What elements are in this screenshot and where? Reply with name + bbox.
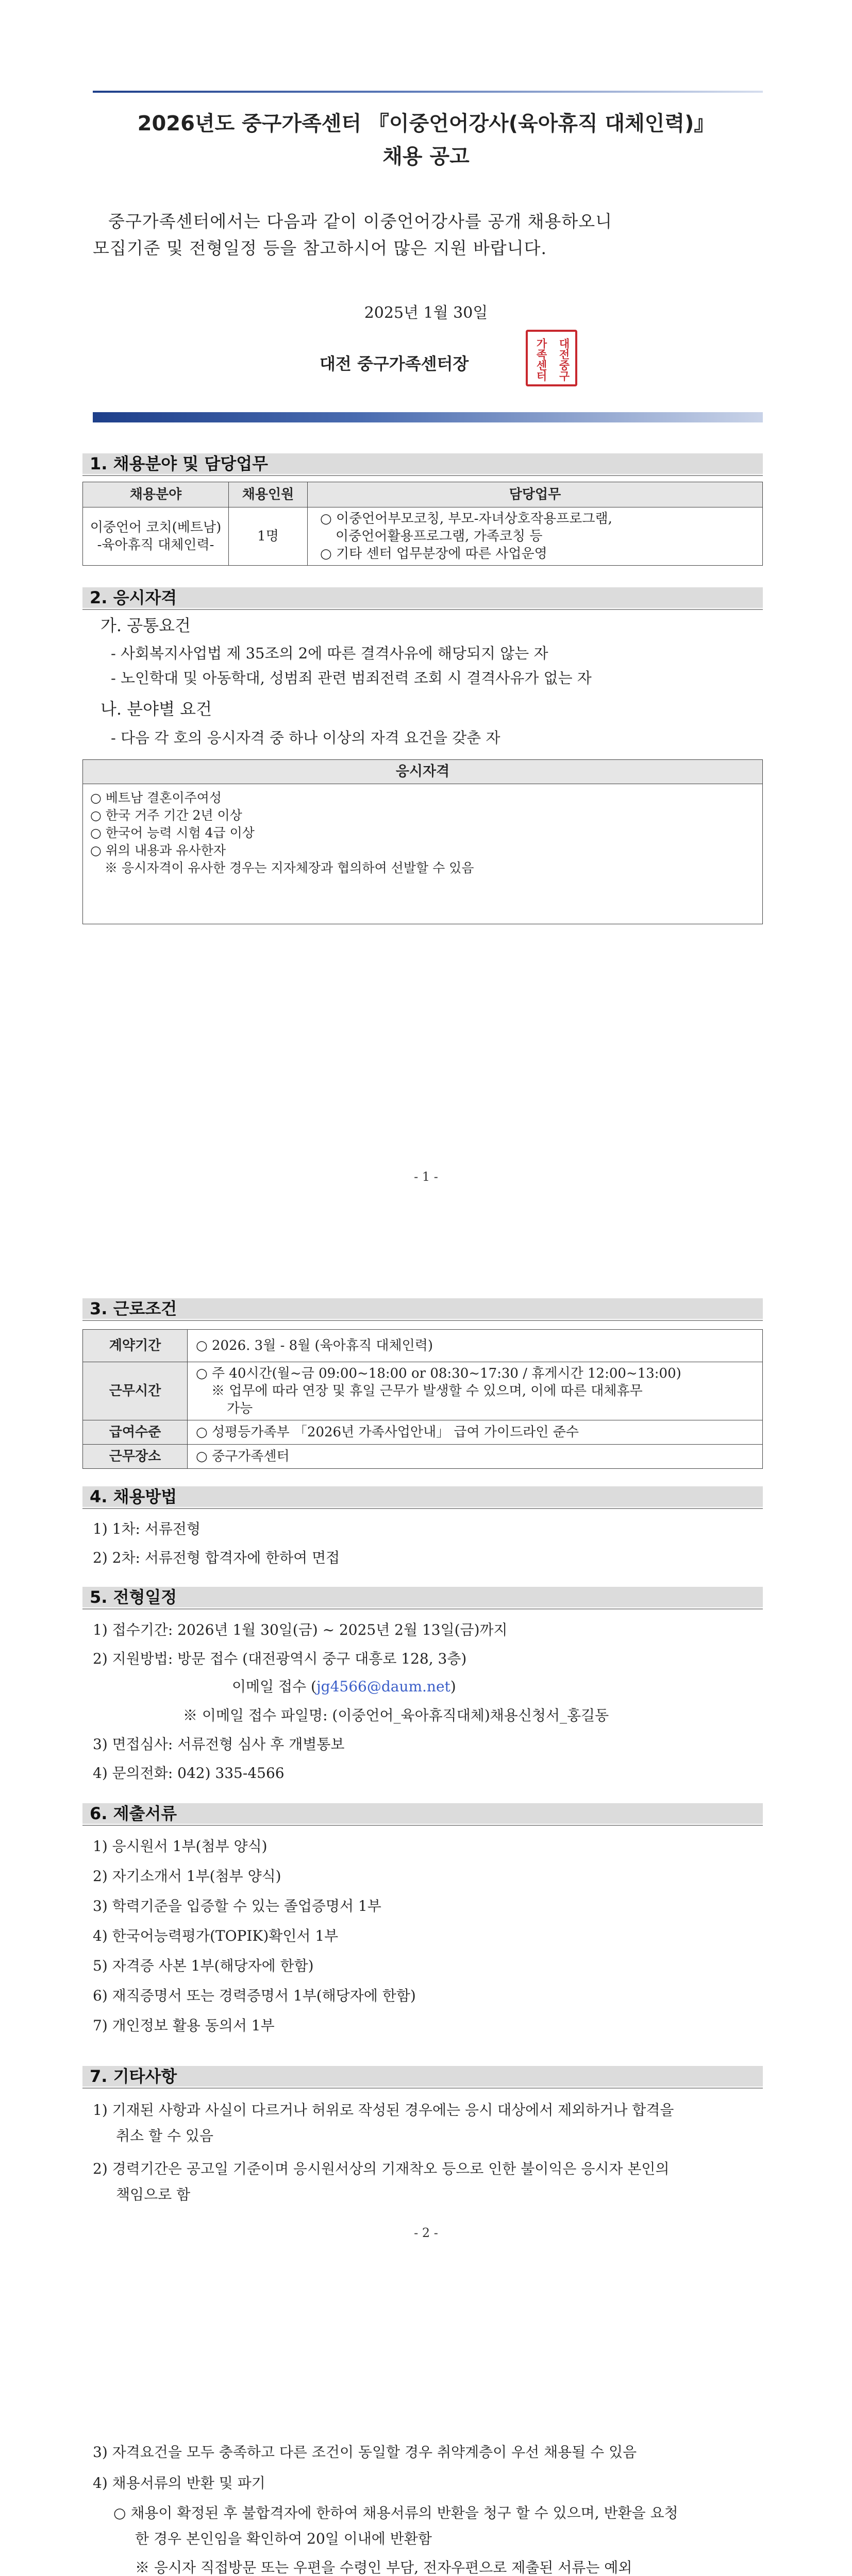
doc-6: 6) 재직증명서 또는 경력증명서 1부(해당자에 한함) — [93, 1987, 416, 2004]
section-7-heading: 7. 기타사항 — [82, 2066, 763, 2087]
section-3-heading: 3. 근로조건 — [82, 1298, 763, 1319]
page-number-1: - 1 - — [414, 1170, 438, 1184]
duty-cell — [308, 507, 763, 566]
qualification-item: ○ 한국 거주 기간 2년 이상 — [90, 808, 242, 823]
location-value: ○ 중구가족센터 — [188, 1445, 763, 1469]
page-title: 2026년도 중구가족센터 『이중언어강사(육아휴직 대체인력)』 — [137, 112, 715, 135]
notice-date: 2025년 1월 30일 — [364, 304, 488, 322]
issuer-name: 대전 중구가족센터장 — [320, 354, 469, 374]
doc-4: 4) 한국어능력평가(TOPIK)확인서 1부 — [93, 1927, 339, 1944]
contract-label: 계약기간 — [83, 1330, 188, 1362]
section-6-heading: 6. 제출서류 — [82, 1803, 763, 1824]
header-duty: 담당업무 — [308, 482, 763, 507]
official-seal-stamp: 대전중구 가족센터 — [526, 330, 577, 386]
recruitment-table — [82, 482, 763, 566]
section-2-heading: 2. 응시자격 — [82, 587, 763, 608]
method-step-2: 2) 2차: 서류전형 합격자에 한하여 면접 — [93, 1549, 340, 1566]
doc-3: 3) 학력기준을 입증할 수 있는 졸업증명서 1부 — [93, 1897, 381, 1914]
email-label: 이메일 접수 ( — [232, 1678, 316, 1695]
qualification-box-title: 응시자격 — [83, 760, 762, 784]
hours-note-cont: 가능 — [227, 1401, 253, 1416]
intro-line-1: 중구가족센터에서는 다음과 같이 이중언어강사를 공개 채용하오니 — [108, 211, 613, 231]
misc-4-a-cont: 한 경우 본인임을 확인하여 20일 이내에 반환함 — [135, 2530, 432, 2547]
schedule-phone: 4) 문의전화: 042) 335-4566 — [93, 1765, 285, 1782]
misc-4-note: ※ 응시자 직접방문 또는 우편을 수령인 부담, 전자우편으로 제출된 서류는 예외 — [135, 2559, 632, 2576]
location-label: 근무장소 — [83, 1445, 188, 1469]
method-step-1: 1) 1차: 서류전형 — [93, 1520, 201, 1537]
salary-value: ○ 성평등가족부 「2026년 가족사업안내」 급여 가이드라인 준수 — [188, 1420, 763, 1445]
qualification-note: ※ 응시자격이 유사한 경우는 지자체장과 협의하여 선발할 수 있음 — [105, 860, 474, 875]
email-paren: ) — [450, 1678, 456, 1695]
page-number-2: - 2 - — [414, 2226, 438, 2240]
section-1-heading: 1. 채용분야 및 담당업무 — [82, 453, 763, 474]
intro-line-2: 모집기준 및 전형일정 등을 참고하시어 많은 지원 바랍니다. — [93, 238, 547, 258]
common-req-heading: 가. 공통요건 — [101, 616, 191, 635]
header-band — [93, 412, 763, 422]
doc-5: 5) 자격증 사본 1부(해당자에 한함) — [93, 1957, 314, 1974]
top-rule — [93, 91, 763, 93]
hours-note: ※ 업무에 따라 연장 및 휴일 근무가 발생할 수 있으며, 이에 따른 대체휴무 — [211, 1383, 643, 1399]
qualification-item: ○ 한국어 능력 시험 4급 이상 — [90, 825, 255, 840]
doc-1: 1) 응시원서 1부(첨부 양식) — [93, 1838, 268, 1855]
field-cell — [83, 507, 229, 566]
misc-2: 2) 경력기간은 공고일 기준이며 응시원서상의 기재착오 등으로 인한 불이익은 응시자 본인의 — [93, 2160, 670, 2177]
misc-2-cont: 책임으로 함 — [116, 2186, 191, 2203]
schedule-email — [232, 1676, 456, 1697]
duty-line: ○ 이중언어부모코칭, 부모-자녀상호작용프로그램, — [320, 511, 612, 527]
common-req-2: - 노인학대 및 아동학대, 성범죄 관련 범죄전력 조회 시 결격사유가 없는 자 — [111, 669, 592, 687]
misc-1-cont: 취소 할 수 있음 — [116, 2127, 213, 2144]
salary-label: 급여수준 — [83, 1420, 188, 1445]
qualification-item: ○ 베트남 결혼이주여성 — [90, 790, 222, 805]
page-subtitle: 채용 공고 — [382, 145, 470, 168]
qualification-box — [82, 759, 763, 924]
schedule-filename: ※ 이메일 접수 파일명: (이중언어_육아휴직대체)채용신청서_홍길동 — [183, 1707, 609, 1724]
header-field: 채용분야 — [83, 482, 229, 507]
misc-1: 1) 기재된 사항과 사실이 다르거나 허위로 작성된 경우에는 응시 대상에서 제외하거나 합격을 — [93, 2102, 674, 2119]
contract-value: ○ 2026. 3월 - 8월 (육아휴직 대체인력) — [188, 1330, 763, 1362]
field-req-heading: 나. 분야별 요건 — [101, 699, 212, 719]
duty-line: 이중언어활용프로그램, 가족코칭 등 — [336, 529, 543, 544]
duty-line: ○ 기타 센터 업무분장에 따른 사업운영 — [320, 546, 547, 562]
hours-value — [188, 1362, 763, 1420]
doc-2: 2) 자기소개서 1부(첨부 양식) — [93, 1868, 281, 1885]
schedule-interview: 3) 면접심사: 서류전형 심사 후 개별통보 — [93, 1736, 345, 1753]
field-req-1: - 다음 각 호의 응시자격 중 하나 이상의 자격 요건을 갖춘 자 — [111, 729, 500, 747]
misc-4: 4) 채용서류의 반환 및 파기 — [93, 2475, 265, 2492]
field-name: 이중언어 코치(베트남) — [90, 520, 222, 535]
qualification-item: ○ 위의 내용과 유사한자 — [90, 843, 226, 858]
misc-4-a: ○ 채용이 확정된 후 불합격자에 한하여 채용서류의 반환을 청구 할 수 있으며, 반환을 요청 — [113, 2504, 678, 2521]
section-4-heading: 4. 채용방법 — [82, 1486, 763, 1507]
schedule-period: 1) 접수기간: 2026년 1월 30일(금) ~ 2025년 2월 13일(금)까지 — [93, 1621, 508, 1638]
schedule-apply: 2) 지원방법: 방문 접수 (대전광역시 중구 대흥로 128, 3층) — [93, 1650, 467, 1667]
misc-3: 3) 자격요건을 모두 충족하고 다른 조건이 동일할 경우 취약계층이 우선 채용될 수 있음 — [93, 2444, 637, 2461]
doc-7: 7) 개인정보 활용 동의서 1부 — [93, 2017, 275, 2034]
count-cell: 1명 — [229, 507, 308, 566]
section-5-heading: 5. 전형일정 — [82, 1587, 763, 1607]
field-note: -육아휴직 대체인력- — [97, 537, 214, 553]
work-conditions-table — [82, 1329, 763, 1469]
hours-line: ○ 주 40시간(월~금 09:00~18:00 or 08:30~17:30 / 휴게시간 12:00~13:00) — [196, 1366, 681, 1381]
hours-label: 근무시간 — [83, 1362, 188, 1420]
common-req-1: - 사회복지사업법 제 35조의 2에 따른 결격사유에 해당되지 않는 자 — [111, 645, 548, 662]
email-link[interactable]: jg4566@daum.net — [316, 1678, 450, 1695]
header-count: 채용인원 — [229, 482, 308, 507]
